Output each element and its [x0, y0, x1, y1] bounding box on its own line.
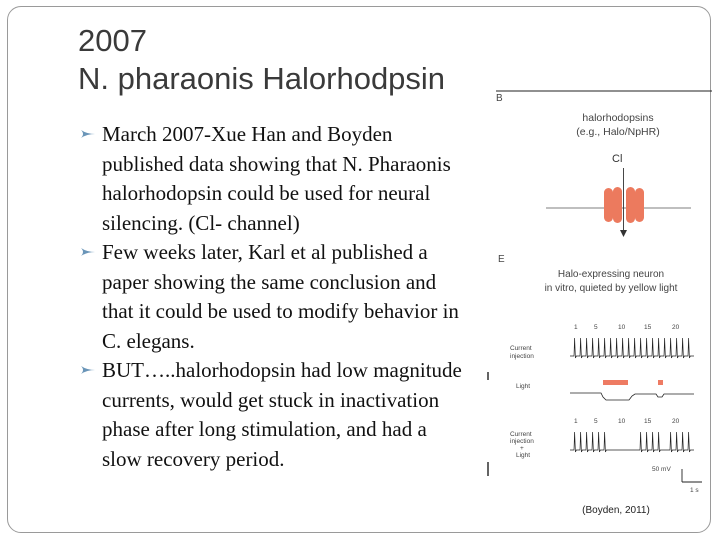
row-label-current: Current — [510, 345, 532, 352]
bullet-text: Few weeks later, Karl et al published a paper showing the same conclusion and that it could be used to modify behavior in C. elegans. — [102, 240, 459, 353]
voltage-trace-1 — [570, 338, 694, 358]
tick-label: 10 — [618, 324, 626, 331]
tick-labels-top — [574, 324, 680, 331]
channel-icon — [604, 187, 644, 223]
row-label-combo-injection: injection — [510, 438, 534, 445]
tick-label: 1 — [574, 324, 578, 331]
light-pulse-bar — [603, 380, 628, 385]
slide-title — [78, 22, 445, 98]
tick-label: 1 — [574, 418, 578, 425]
tick-labels-bottom — [574, 418, 680, 425]
panel-e-subtitle: in vitro, quieted by yellow light — [544, 283, 678, 294]
scale-time-label: 1 s — [690, 487, 699, 494]
voltage-trace-2 — [570, 393, 694, 400]
panel-b-letter: B — [496, 93, 503, 104]
panel-e-letter: E — [498, 254, 505, 265]
halorhodopsin-figure — [486, 84, 714, 526]
bullet-arrow-icon — [80, 128, 96, 140]
tick-label: 15 — [644, 324, 652, 331]
bullet-item — [80, 238, 470, 356]
spike-train — [570, 432, 694, 452]
scale-voltage-label: 50 mV — [652, 466, 671, 473]
tick-label: 5 — [594, 324, 598, 331]
bullet-text: March 2007-Xue Han and Boyden published data showing that N. Pharaonis halorhodopsin could be used for neural silencing. (Cl- channel) — [102, 122, 451, 235]
panel-e-title: Halo-expressing neuron — [557, 269, 665, 280]
ion-label: Cl — [612, 153, 623, 165]
citation: (Boyden, 2011) — [582, 505, 650, 516]
tick-label: 20 — [672, 324, 680, 331]
voltage-trace-3 — [570, 432, 694, 452]
arrow-head-icon — [620, 230, 627, 237]
panel-b-subtitle: (e.g., Halo/NpHR) — [576, 126, 660, 138]
bullet-list — [80, 120, 470, 474]
bullet-arrow-icon — [80, 364, 96, 376]
tick-label: 5 — [594, 418, 598, 425]
bullet-item — [80, 356, 470, 474]
bullet-text: BUT…..halorhodopsin had low magnitude currents, would get stuck in inactivation phase after long stimulation, and had a slow recovery period. — [102, 358, 462, 471]
bullet-item — [80, 120, 470, 238]
row-label-injection: injection — [510, 353, 534, 360]
row-label-light: Light — [516, 383, 531, 390]
tick-label: 20 — [672, 418, 680, 425]
bullet-arrow-icon — [80, 246, 96, 258]
tick-label: 10 — [618, 418, 626, 425]
title-subject: N. pharaonis Halorhodpsin — [78, 61, 446, 96]
tick-label: 15 — [644, 418, 652, 425]
title-year: 2007 — [78, 23, 147, 58]
row-label-combo-plus: + — [520, 445, 524, 452]
spike-train — [570, 338, 694, 358]
row-label-combo-light: Light — [516, 452, 531, 459]
row-label-combo-current: Current — [510, 431, 532, 438]
light-pulse-bar — [658, 380, 663, 385]
panel-b-title: halorhodopsins — [582, 112, 654, 124]
